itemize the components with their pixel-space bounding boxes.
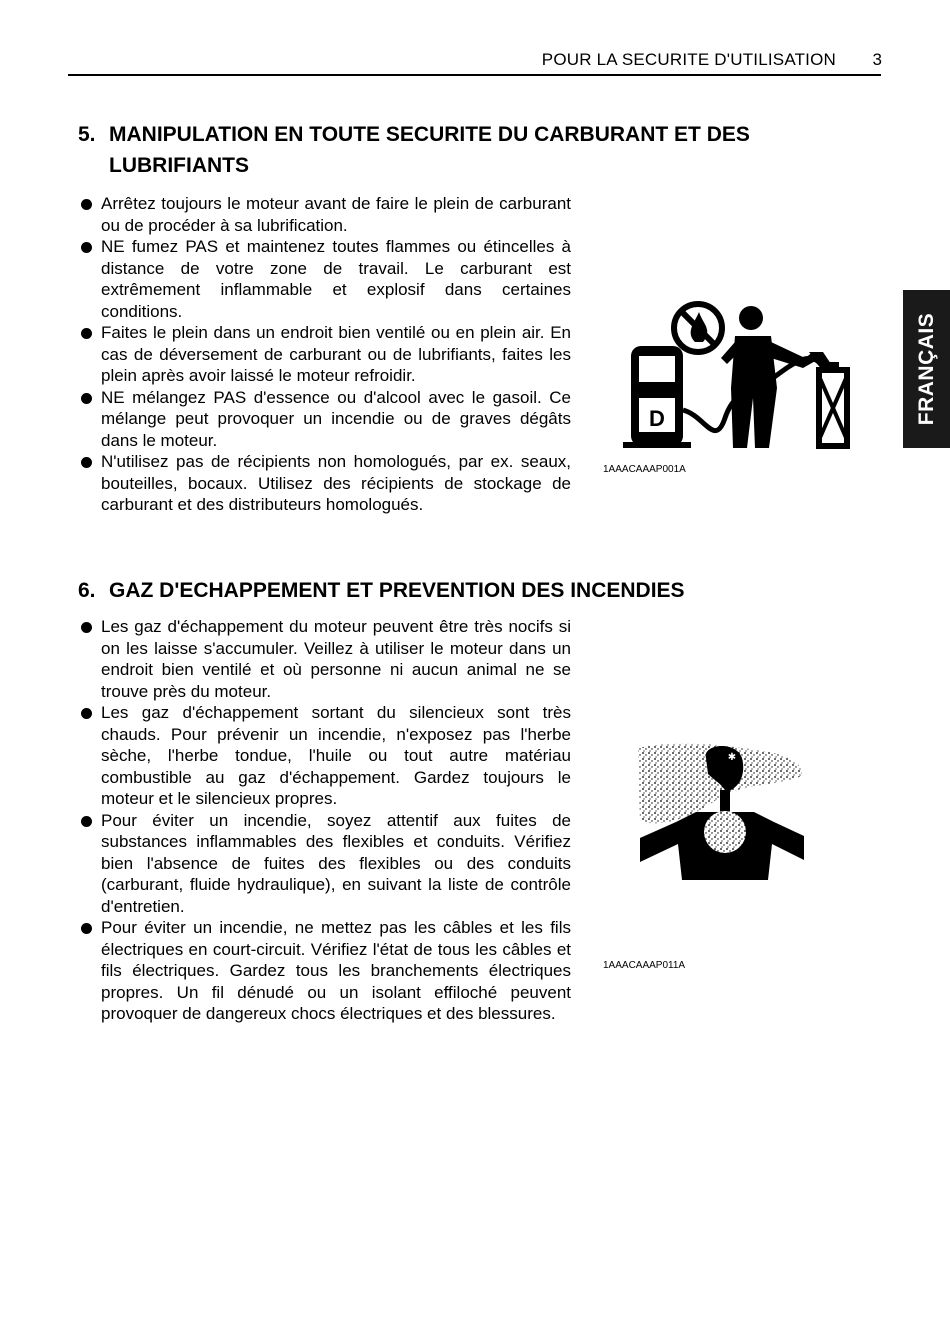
section-number: 5. [78,123,96,146]
list-item-text: Arrêtez toujours le moteur avant de faire le plein de carburant ou de procéder à sa lubrification. [101,194,571,235]
list-item [78,917,571,1025]
svg-text:✱: ✱ [727,752,737,763]
list-item-text: N'utilisez pas de récipients non homologués, par ex. seaux, bouteilles, bocaux. Utilisez des récipients de stockage de carburant et des distributeurs homologués. [101,452,571,514]
bullet-icon [81,328,92,339]
figure-caption: 1AAACAAAP001A [603,464,686,475]
bullet-icon [81,393,92,404]
list-item-text: NE fumez PAS et maintenez toutes flammes ou étincelles à distance de votre zone de travail. Le carburant est extrêmement inflammable et explosif dans certaines conditions. [101,237,571,321]
section-5-bullet-list [78,193,571,516]
section-6-bullet-list [78,616,571,1025]
list-item-text: Pour éviter un incendie, soyez attentif aux fuites de substances inflammables des flexibles et conduits. Vérifiez bien l'absence de fuites des flexibles ou des conduits (carburant, fluide hydraulique), en suivant la liste de contrôle d'entretien. [101,810,571,916]
section-heading: MANIPULATION EN TOUTE SECURITE DU CARBURANT ET DES LUBRIFIANTS [109,123,750,177]
refueling-no-smoking-icon [623,298,853,458]
list-item-text: Pour éviter un incendie, ne mettez pas les câbles et les fils électriques en court-circuit. Vérifiez l'état de tous les câbles et fils électriques. Gardez tous les branchements électriques propres. Un fil dénudé ou un isolant effiloché peuvent provoquer de dangereux chocs électriques et des blessures. [101,918,571,1023]
language-tab-label: FRANÇAIS [914,312,938,426]
list-item [78,451,571,516]
list-item [78,810,571,918]
list-item-text: Faites le plein dans un endroit bien ventilé ou en plein air. En cas de déversement de carburant ou de lubrifiants, faites les plein après avoir laissé le moteur refroidir. [101,323,571,385]
bullet-icon [81,457,92,468]
bullet-icon [81,923,92,934]
figure-caption: 1AAACAAAP011A [603,960,686,971]
section-heading: GAZ D'ECHAPPEMENT ET PREVENTION DES INCENDIES [109,579,685,602]
list-item [78,236,571,322]
list-item-text: Les gaz d'échappement sortant du silencieux sont très chauds. Pour prévenir un incendie, n'exposez pas l'herbe sèche, l'herbe tondue, l'huile ou tout autre matériau combustible au gaz d'échappement. Gardez toujours le moteur et le silencieux propres. [101,703,571,808]
bullet-icon [81,622,92,633]
bullet-icon [81,242,92,253]
section-number: 6. [78,579,96,602]
list-item [78,193,571,236]
list-item [78,702,571,810]
pump-letter: D [649,406,665,431]
bullet-icon [81,199,92,210]
header-divider [68,74,881,76]
header-title: POUR LA SECURITE D'UTILISATION [541,50,836,69]
section-5-title [78,119,838,181]
list-item-text: Les gaz d'échappement du moteur peuvent être très nocifs si on les laisse s'accumuler. Veillez à utiliser le moteur dans un endroit bien ventilé et où personne ni aucun animal ne se trouve près du moteur. [101,617,571,701]
list-item-text: NE mélangez PAS d'essence ou d'alcool avec le gasoil. Ce mélange peut provoquer un incendie ou de graves dégâts dans le moteur. [101,387,571,450]
language-tab [903,290,950,448]
bullet-icon [81,816,92,827]
bullet-icon [81,708,92,719]
exhaust-gas-inhalation-icon [636,740,806,885]
list-item [78,387,571,452]
list-item [78,616,571,702]
page-number: 3 [872,50,882,69]
section-6-title [78,575,838,606]
list-item [78,322,571,387]
